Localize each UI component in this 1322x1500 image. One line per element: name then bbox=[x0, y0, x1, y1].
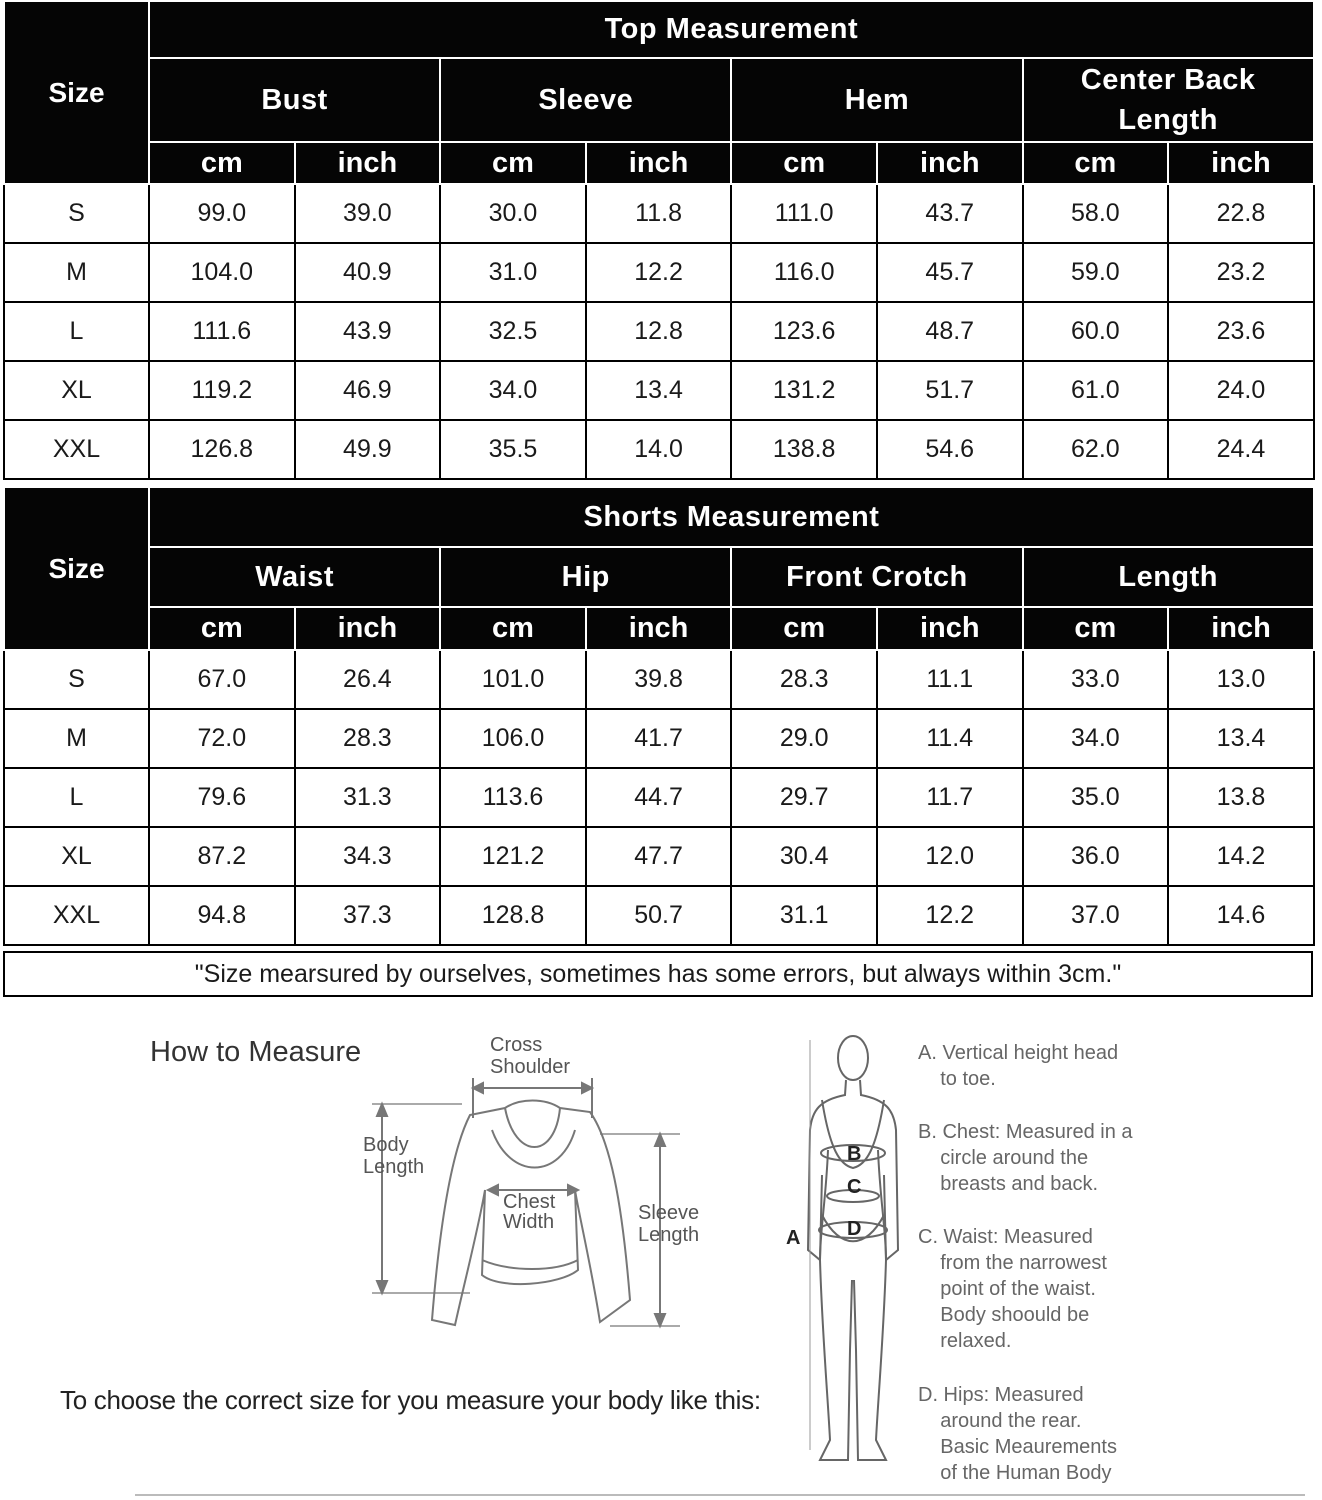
measurement-cell: 41.7 bbox=[586, 709, 732, 768]
group-header-hip: Hip bbox=[440, 547, 731, 607]
size-cell: XL bbox=[4, 827, 149, 886]
measurement-cell: 29.0 bbox=[731, 709, 877, 768]
measurement-cell: 101.0 bbox=[440, 650, 586, 709]
measurement-cell: 30.0 bbox=[440, 184, 586, 243]
unit-inch: inch bbox=[586, 607, 732, 650]
body-letter-b: B bbox=[847, 1143, 862, 1165]
unit-cm: cm bbox=[149, 142, 295, 184]
group-header-bust: Bust bbox=[149, 58, 440, 142]
size-cell: M bbox=[4, 709, 149, 768]
measurement-cell: 121.2 bbox=[440, 827, 586, 886]
measurement-cell: 36.0 bbox=[1023, 827, 1169, 886]
measurement-cell: 50.7 bbox=[586, 886, 732, 945]
measurement-cell: 106.0 bbox=[440, 709, 586, 768]
size-cell: S bbox=[4, 184, 149, 243]
measurement-cell: 54.6 bbox=[877, 420, 1023, 479]
measurement-cell: 13.8 bbox=[1168, 768, 1314, 827]
measurement-cell: 14.2 bbox=[1168, 827, 1314, 886]
size-header: Size bbox=[4, 1, 149, 184]
measurement-cell: 23.2 bbox=[1168, 243, 1314, 302]
measurement-cell: 22.8 bbox=[1168, 184, 1314, 243]
measurement-cell: 104.0 bbox=[149, 243, 295, 302]
measurement-cell: 94.8 bbox=[149, 886, 295, 945]
measurement-cell: 46.9 bbox=[295, 361, 441, 420]
group-header-length: Length bbox=[1023, 547, 1314, 607]
measurement-cell: 138.8 bbox=[731, 420, 877, 479]
measurement-cell: 24.0 bbox=[1168, 361, 1314, 420]
measurement-cell: 13.4 bbox=[586, 361, 732, 420]
group-header-sleeve: Sleeve bbox=[440, 58, 731, 142]
measurement-cell: 12.2 bbox=[877, 886, 1023, 945]
body-length-label: Body Length bbox=[363, 1134, 425, 1178]
measurement-cell: 29.7 bbox=[731, 768, 877, 827]
measurement-cell: 58.0 bbox=[1023, 184, 1169, 243]
measurement-cell: 111.0 bbox=[731, 184, 877, 243]
how-to-measure-title: How to Measure bbox=[150, 1036, 362, 1068]
measurement-cell: 26.4 bbox=[295, 650, 441, 709]
unit-inch: inch bbox=[877, 142, 1023, 184]
measurement-cell: 40.9 bbox=[295, 243, 441, 302]
measurement-cell: 32.5 bbox=[440, 302, 586, 361]
measurement-cell: 49.9 bbox=[295, 420, 441, 479]
measurement-cell: 39.8 bbox=[586, 650, 732, 709]
measurement-cell: 123.6 bbox=[731, 302, 877, 361]
guide-item-b: B. Chest: Measured in a circle around the breasts and back. bbox=[918, 1121, 1133, 1195]
size-cell: XL bbox=[4, 361, 149, 420]
measurement-cell: 59.0 bbox=[1023, 243, 1169, 302]
body-letter-a: A bbox=[786, 1227, 801, 1249]
measurement-cell: 13.0 bbox=[1168, 650, 1314, 709]
measurement-cell: 79.6 bbox=[149, 768, 295, 827]
measurement-cell: 24.4 bbox=[1168, 420, 1314, 479]
unit-cm: cm bbox=[1023, 607, 1169, 650]
group-header-center-back-length: Center Back Length bbox=[1023, 58, 1314, 142]
measurement-cell: 14.6 bbox=[1168, 886, 1314, 945]
measurement-cell: 113.6 bbox=[440, 768, 586, 827]
measurement-cell: 31.3 bbox=[295, 768, 441, 827]
measurement-cell: 11.8 bbox=[586, 184, 732, 243]
size-header: Size bbox=[4, 487, 149, 650]
measurement-cell: 131.2 bbox=[731, 361, 877, 420]
measurement-cell: 99.0 bbox=[149, 184, 295, 243]
guide-item-c: C. Waist: Measured from the narrowest point of the waist. Body shoould be relaxed. bbox=[918, 1226, 1107, 1352]
measurement-cell: 31.0 bbox=[440, 243, 586, 302]
sleeve-length-label: Sleeve Length bbox=[638, 1202, 700, 1246]
measurement-cell: 31.1 bbox=[731, 886, 877, 945]
choose-size-instruction: To choose the correct size for you measure your body like this: bbox=[60, 1385, 761, 1415]
measurement-cell: 62.0 bbox=[1023, 420, 1169, 479]
unit-inch: inch bbox=[1168, 607, 1314, 650]
measurement-cell: 30.4 bbox=[731, 827, 877, 886]
measurement-cell: 11.1 bbox=[877, 650, 1023, 709]
measurement-cell: 34.0 bbox=[440, 361, 586, 420]
section-title: Top Measurement bbox=[149, 1, 1314, 58]
unit-cm: cm bbox=[731, 142, 877, 184]
measurement-cell: 14.0 bbox=[586, 420, 732, 479]
body-letter-c: C bbox=[847, 1176, 862, 1198]
measurement-cell: 13.4 bbox=[1168, 709, 1314, 768]
section-title: Shorts Measurement bbox=[149, 487, 1314, 547]
measurement-cell: 35.0 bbox=[1023, 768, 1169, 827]
group-header-front-crotch: Front Crotch bbox=[731, 547, 1022, 607]
measurement-cell: 12.8 bbox=[586, 302, 732, 361]
group-header-hem: Hem bbox=[731, 58, 1022, 142]
measurement-cell: 37.0 bbox=[1023, 886, 1169, 945]
body-figure bbox=[808, 1036, 898, 1460]
measurement-cell: 51.7 bbox=[877, 361, 1023, 420]
measurement-cell: 61.0 bbox=[1023, 361, 1169, 420]
measurement-cell: 45.7 bbox=[877, 243, 1023, 302]
size-cell: L bbox=[4, 768, 149, 827]
measurement-cell: 60.0 bbox=[1023, 302, 1169, 361]
measurement-cell: 37.3 bbox=[295, 886, 441, 945]
unit-inch: inch bbox=[586, 142, 732, 184]
size-cell: S bbox=[4, 650, 149, 709]
measurement-cell: 126.8 bbox=[149, 420, 295, 479]
measurement-cell: 11.4 bbox=[877, 709, 1023, 768]
measurement-cell: 12.0 bbox=[877, 827, 1023, 886]
unit-cm: cm bbox=[440, 607, 586, 650]
guide-item-d: D. Hips: Measured around the rear. Basic Meaurements of the Human Body bbox=[918, 1384, 1117, 1484]
chest-width-label: Chest Width bbox=[503, 1191, 556, 1233]
size-cell: M bbox=[4, 243, 149, 302]
measurement-cell: 33.0 bbox=[1023, 650, 1169, 709]
measurement-cell: 28.3 bbox=[295, 709, 441, 768]
unit-inch: inch bbox=[295, 607, 441, 650]
measurement-cell: 72.0 bbox=[149, 709, 295, 768]
measurement-cell: 23.6 bbox=[1168, 302, 1314, 361]
measurement-cell: 12.2 bbox=[586, 243, 732, 302]
measurement-cell: 87.2 bbox=[149, 827, 295, 886]
unit-cm: cm bbox=[731, 607, 877, 650]
measurement-disclaimer: "Size mearsured by ourselves, sometimes has some errors, but always within 3cm." bbox=[3, 951, 1313, 997]
measurement-cell: 48.7 bbox=[877, 302, 1023, 361]
group-header-waist: Waist bbox=[149, 547, 440, 607]
size-cell: L bbox=[4, 302, 149, 361]
measurement-cell: 35.5 bbox=[440, 420, 586, 479]
unit-cm: cm bbox=[1023, 142, 1169, 184]
size-cell: XXL bbox=[4, 420, 149, 479]
unit-inch: inch bbox=[1168, 142, 1314, 184]
measurement-cell: 43.7 bbox=[877, 184, 1023, 243]
measurement-cell: 111.6 bbox=[149, 302, 295, 361]
measurement-cell: 67.0 bbox=[149, 650, 295, 709]
divider bbox=[135, 1494, 1305, 1496]
unit-inch: inch bbox=[295, 142, 441, 184]
measurement-cell: 47.7 bbox=[586, 827, 732, 886]
cross-shoulder-label: Cross Shoulder bbox=[490, 1034, 571, 1078]
body-letter-d: D bbox=[847, 1218, 862, 1240]
measurement-cell: 44.7 bbox=[586, 768, 732, 827]
measurement-cell: 39.0 bbox=[295, 184, 441, 243]
measurement-cell: 34.0 bbox=[1023, 709, 1169, 768]
measurement-cell: 28.3 bbox=[731, 650, 877, 709]
measurement-cell: 119.2 bbox=[149, 361, 295, 420]
unit-cm: cm bbox=[440, 142, 586, 184]
measurement-cell: 34.3 bbox=[295, 827, 441, 886]
measurement-cell: 116.0 bbox=[731, 243, 877, 302]
unit-cm: cm bbox=[149, 607, 295, 650]
unit-inch: inch bbox=[877, 607, 1023, 650]
size-cell: XXL bbox=[4, 886, 149, 945]
measurement-cell: 11.7 bbox=[877, 768, 1023, 827]
measurement-cell: 128.8 bbox=[440, 886, 586, 945]
measurement-cell: 43.9 bbox=[295, 302, 441, 361]
guide-item-a: A. Vertical height head to toe. bbox=[918, 1042, 1119, 1090]
